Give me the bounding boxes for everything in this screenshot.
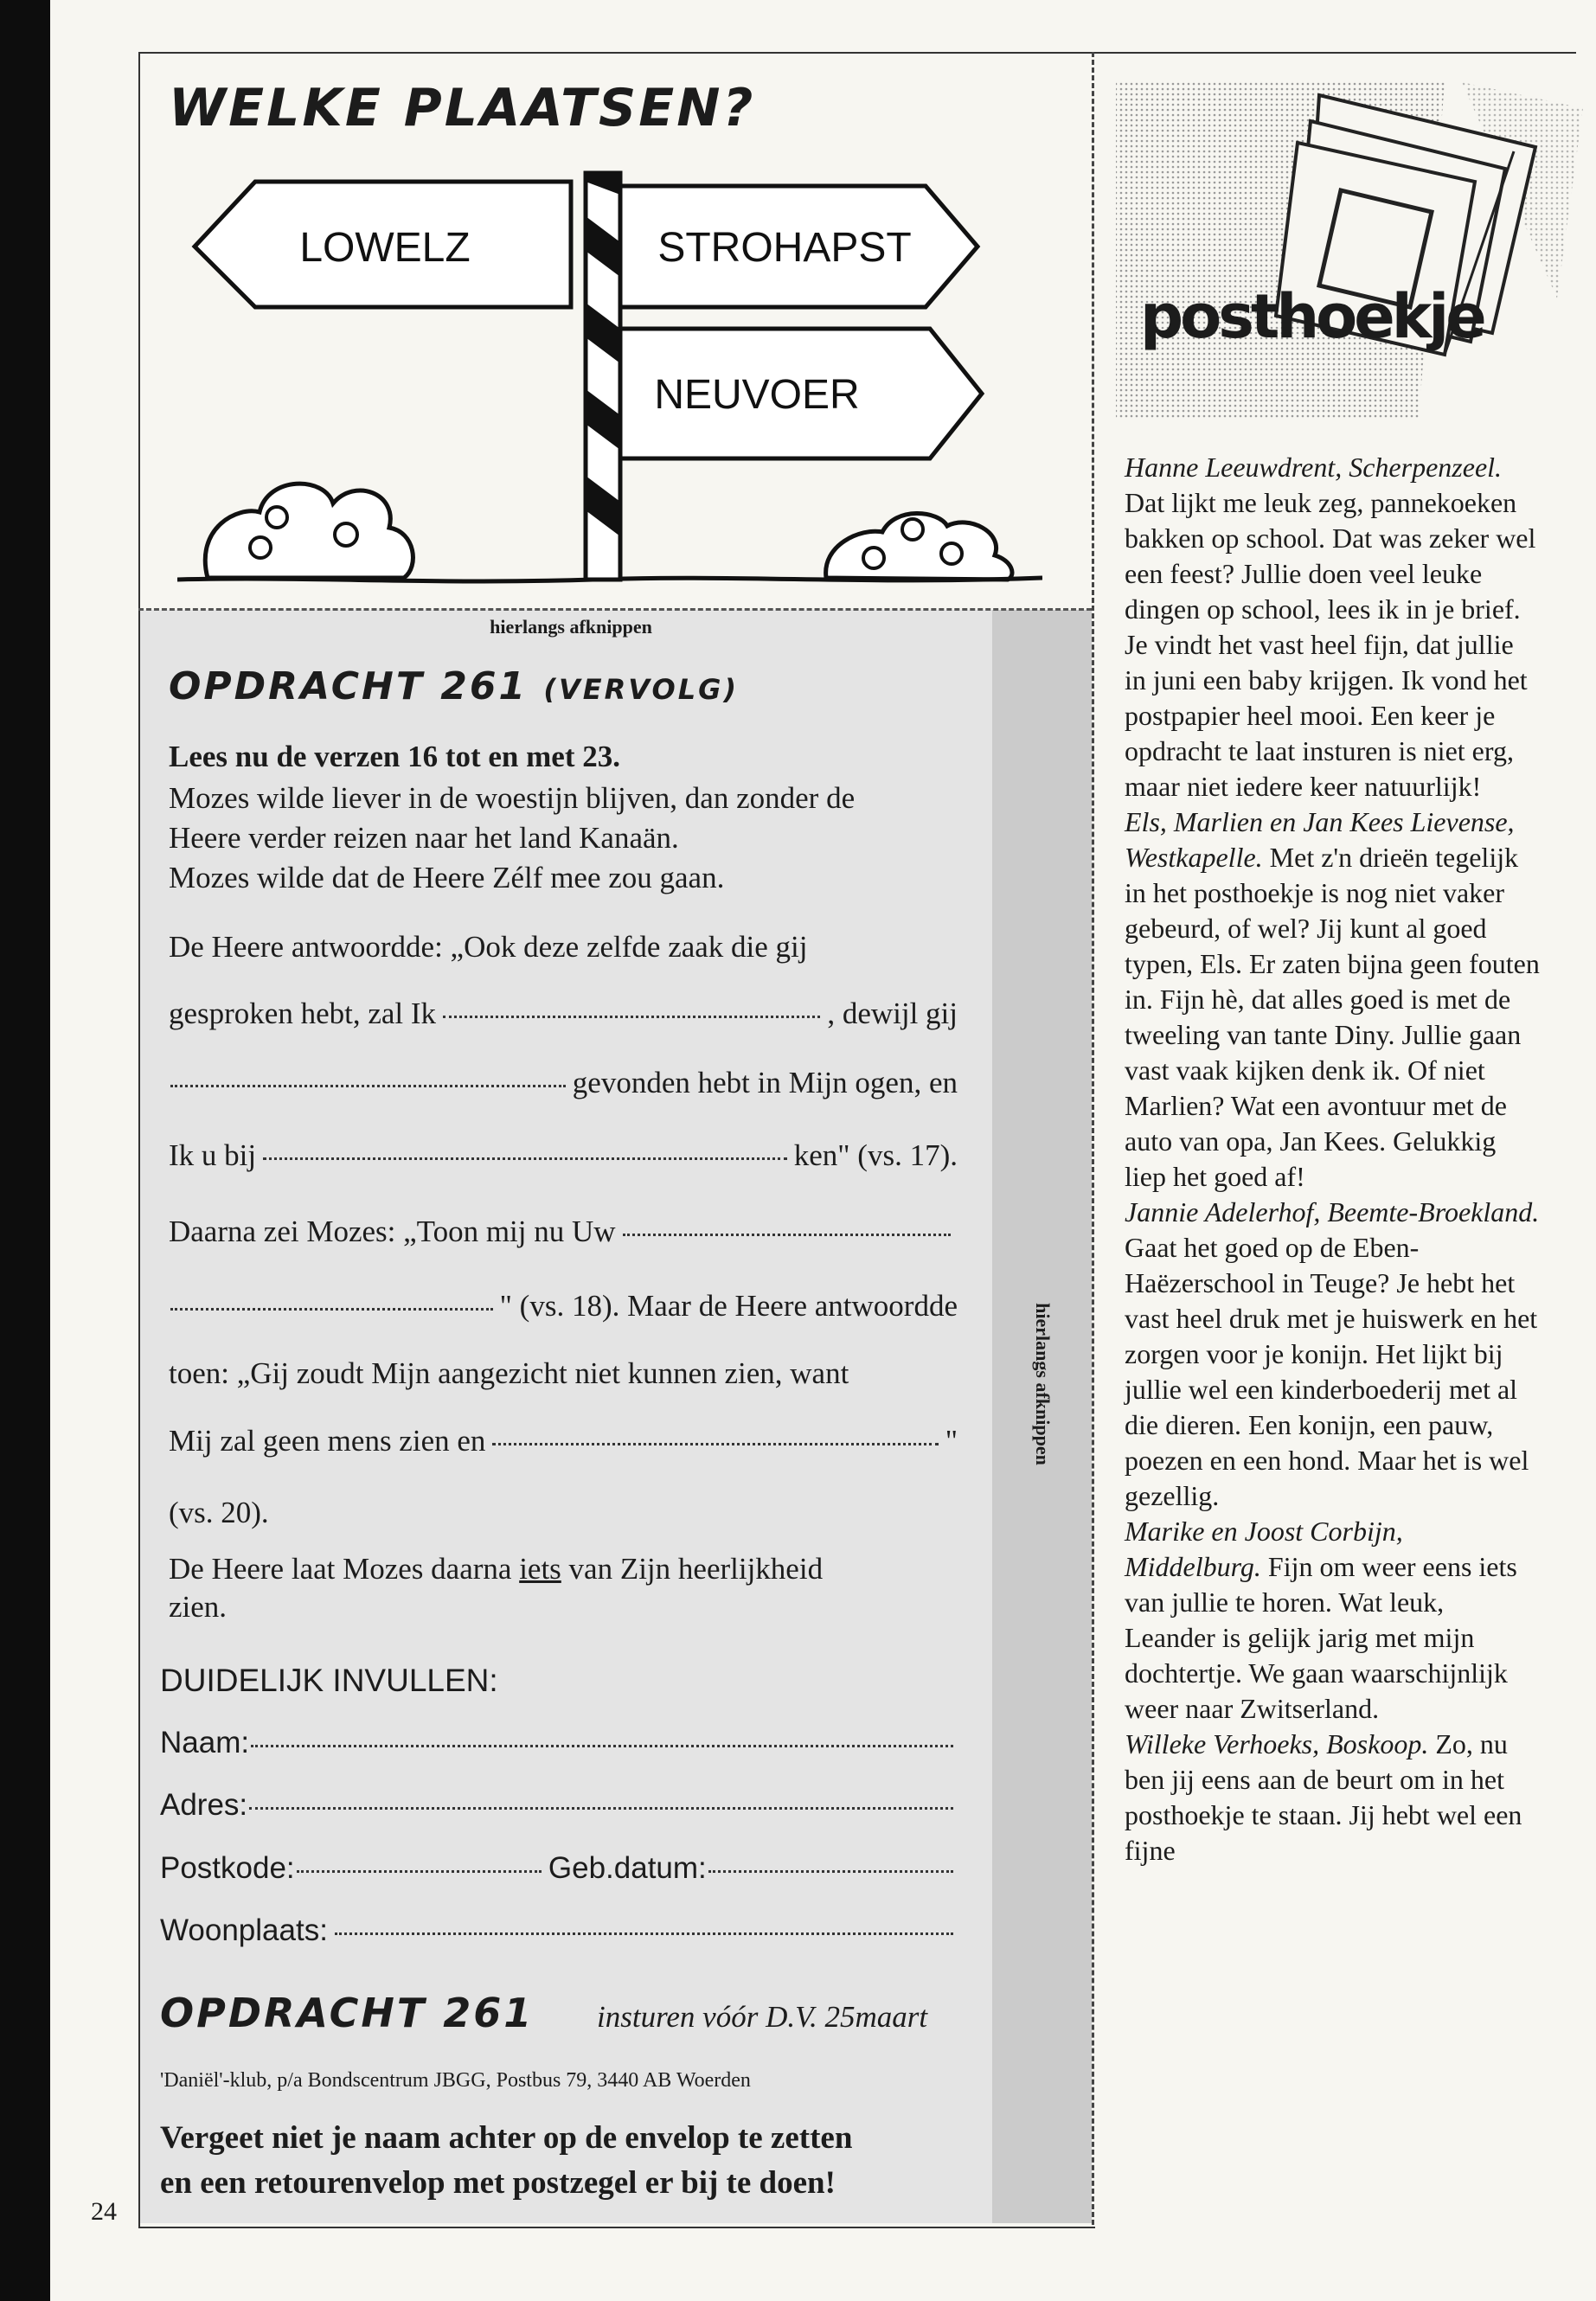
fill-line-4: [169, 1215, 958, 1249]
cut-line-vertical: [1092, 52, 1094, 2225]
city-label: Woonplaats:: [160, 1913, 328, 1947]
page-number: 24: [91, 2197, 117, 2226]
letter-5: [1125, 1727, 1540, 1868]
sign-strohapst-label: STROHAPST: [657, 225, 912, 271]
city-field[interactable]: [335, 1932, 953, 1935]
fill-blank-7[interactable]: [492, 1443, 938, 1445]
cut-label-top: hierlangs afknippen: [490, 616, 652, 638]
fill-blank-3[interactable]: [263, 1157, 787, 1160]
letter-1-name: Hanne Leeuwdrent, Scherpenzeel.: [1125, 452, 1503, 483]
address-field[interactable]: [249, 1807, 953, 1810]
birthdate-label: Geb.datum:: [548, 1851, 707, 1885]
intro-line-3: Mozes wilde dat de Heere Zélf mee zou gaan.: [169, 861, 725, 894]
text-line-6: toen: „Gij zoudt Mijn aangezicht niet kunnen zien, want: [169, 1356, 849, 1390]
closing-line: [169, 1550, 823, 1626]
fill-line-5: [169, 1289, 958, 1324]
posthoekje-title: posthoekje: [1140, 281, 1484, 352]
fill-blank-4[interactable]: [623, 1234, 951, 1236]
letter-3-name: Jannie Adelerhof, Beemte-Broekland.: [1125, 1196, 1540, 1227]
fill-7-post: ": [945, 1424, 958, 1458]
letter-4: [1125, 1514, 1540, 1727]
postcode-label: Postkode:: [160, 1851, 295, 1885]
fill-5-post: " (vs. 18). Maar de Heere antwoordde: [499, 1289, 958, 1323]
fill-line-2: [169, 1066, 958, 1100]
bush-left-icon: [205, 484, 413, 578]
letter-2-name: Els, Marlien en Jan Kees Lievense, Westkapelle.: [1125, 806, 1515, 873]
postcode-row: [160, 1851, 960, 1886]
reminder-line-1: Vergeet niet je naam achter op de envelop te zetten: [160, 2120, 853, 2156]
signpost-illustration: [177, 164, 1042, 614]
assignment-heading-main: OPDRACHT 261: [169, 664, 529, 708]
fill-1-pre: gesproken hebt, zal Ik: [169, 997, 437, 1030]
letter-5-text: Zo, nu ben jij eens aan de beurt om in het posthoekje te staan. Jij hebt wel een fijne: [1125, 1728, 1522, 1866]
fill-line-7: [169, 1424, 958, 1458]
quote-line-1: De Heere antwoordde: „Ook deze zelfde zaak die gij: [169, 930, 808, 964]
fill-blank-2[interactable]: [170, 1085, 566, 1087]
letter-2: [1125, 804, 1540, 1195]
sign-neuvoer-label: NEUVOER: [654, 372, 860, 418]
name-field[interactable]: [251, 1745, 953, 1747]
closing-underlined: iets: [519, 1552, 561, 1586]
letters-column: [1125, 450, 1540, 1868]
postcode-field[interactable]: [297, 1870, 542, 1873]
form-heading: DUIDELIJK INVULLEN:: [160, 1663, 498, 1698]
verse-20: (vs. 20).: [169, 1496, 269, 1529]
fill-line-3: [169, 1138, 958, 1173]
letter-4-text: Fijn om weer eens iets van jullie te horen. Wat leuk, Leander is gelijk jarig met mijn dochtertje. We gaan waarschijnlijk weer naar Zwitserland.: [1125, 1551, 1517, 1724]
sidebar-top-border: [1092, 52, 1576, 54]
address-row: [160, 1788, 960, 1823]
fill-3-pre: Ik u bij: [169, 1138, 257, 1172]
envelope-stack-icon: [1099, 56, 1583, 437]
letter-1-text: Dat lijkt me leuk zeg, pannekoeken bakken op school. Dat was zeker wel een feest? Jullie doen veel leuke dingen op school, lees ik in je brief. Je vindt het vast heel fijn, dat jullie in juni een baby krijgen. Ik vond het postpapier heel mooi. Een keer je opdracht te laat insturen is niet erg, maar niet iedere keer natuurlijk!: [1125, 487, 1536, 802]
birthdate-field[interactable]: [708, 1870, 953, 1873]
footer-heading: OPDRACHT 261: [160, 1990, 535, 2036]
closing-post: van Zijn heerlijkheid: [568, 1552, 824, 1586]
intro-line-2: Heere verder reizen naar het land Kanaän.: [169, 821, 679, 855]
cut-label-side: hierlangs afknippen: [1032, 1303, 1054, 1465]
letter-5-name: Willeke Verhoeks, Boskoop.: [1125, 1728, 1429, 1759]
name-label: Naam:: [160, 1726, 250, 1759]
fill-blank-1[interactable]: [443, 1016, 820, 1018]
fill-4-pre: Daarna zei Mozes: „Toon mij nu Uw: [169, 1215, 616, 1248]
intro-line-1: Mozes wilde liever in de woestijn blijven, dan zonder de: [169, 781, 856, 815]
sign-lowelz-label: LOWELZ: [299, 225, 471, 271]
fill-line-1: [169, 997, 958, 1031]
fill-blank-5[interactable]: [170, 1308, 493, 1311]
letter-3: [1125, 1195, 1540, 1514]
mailing-address: 'Daniël'-klub, p/a Bondscentrum JBGG, Postbus 79, 3440 AB Woerden: [160, 2069, 751, 2092]
fill-7-pre: Mij zal geen mens zien en: [169, 1424, 486, 1458]
reminder: [160, 2116, 852, 2206]
binding-edge: [0, 0, 50, 2301]
closing-end: zien.: [169, 1590, 228, 1624]
assignment-heading-suffix: (VERVOLG): [543, 673, 739, 706]
name-row: [160, 1726, 960, 1760]
intro-bold: Lees nu de verzen 16 tot en met 23.: [169, 740, 620, 773]
closing-pre: De Heere laat Mozes daarna: [169, 1552, 512, 1586]
letter-3-text: Gaat het goed op de Eben-Haëzerschool in Teuge? Je hebt het vast heel druk met je huiswerk en het zorgen voor je konijn. Het lijkt bij jullie wel een kinderboederij met al die dieren. Een konijn, een pauw, poezen en een hond. Maar het is wel gezellig.: [1125, 1232, 1538, 1511]
address-label: Adres:: [160, 1788, 248, 1822]
letter-2-text: Met z'n drieën tegelijk in het posthoekje is nog niet vaker gebeurd, of wel? Jij kunt al goed typen, Els. Er zaten bijna geen fouten in. Fijn hè, dat alles goed is met de tweeling van tante Diny. Jullie gaan vast vaak kijken denk ik. Of niet Marlien? Wat een avontuur met de auto van opa, Jan Kees. Gelukkig liep het goed af!: [1125, 842, 1540, 1192]
fill-1-post: , dewijl gij: [827, 997, 958, 1030]
deadline: insturen vóór D.V. 25maart: [597, 2000, 928, 2034]
page-title: WELKE PLAATSEN?: [169, 78, 756, 138]
letter-4-name: Marike en Joost Corbijn, Middelburg.: [1125, 1516, 1403, 1582]
fill-2-post: gevonden hebt in Mijn ogen, en: [572, 1066, 958, 1099]
city-row: [160, 1913, 960, 1948]
assignment-heading: [169, 664, 739, 708]
reminder-line-2: en een retourenvelop met postzegel er bij te doen!: [160, 2165, 836, 2201]
cut-line-horizontal: [138, 608, 1092, 611]
letter-1: [1125, 450, 1540, 804]
bush-right-icon: [826, 513, 1012, 580]
fill-3-post: ken" (vs. 17).: [793, 1138, 958, 1172]
